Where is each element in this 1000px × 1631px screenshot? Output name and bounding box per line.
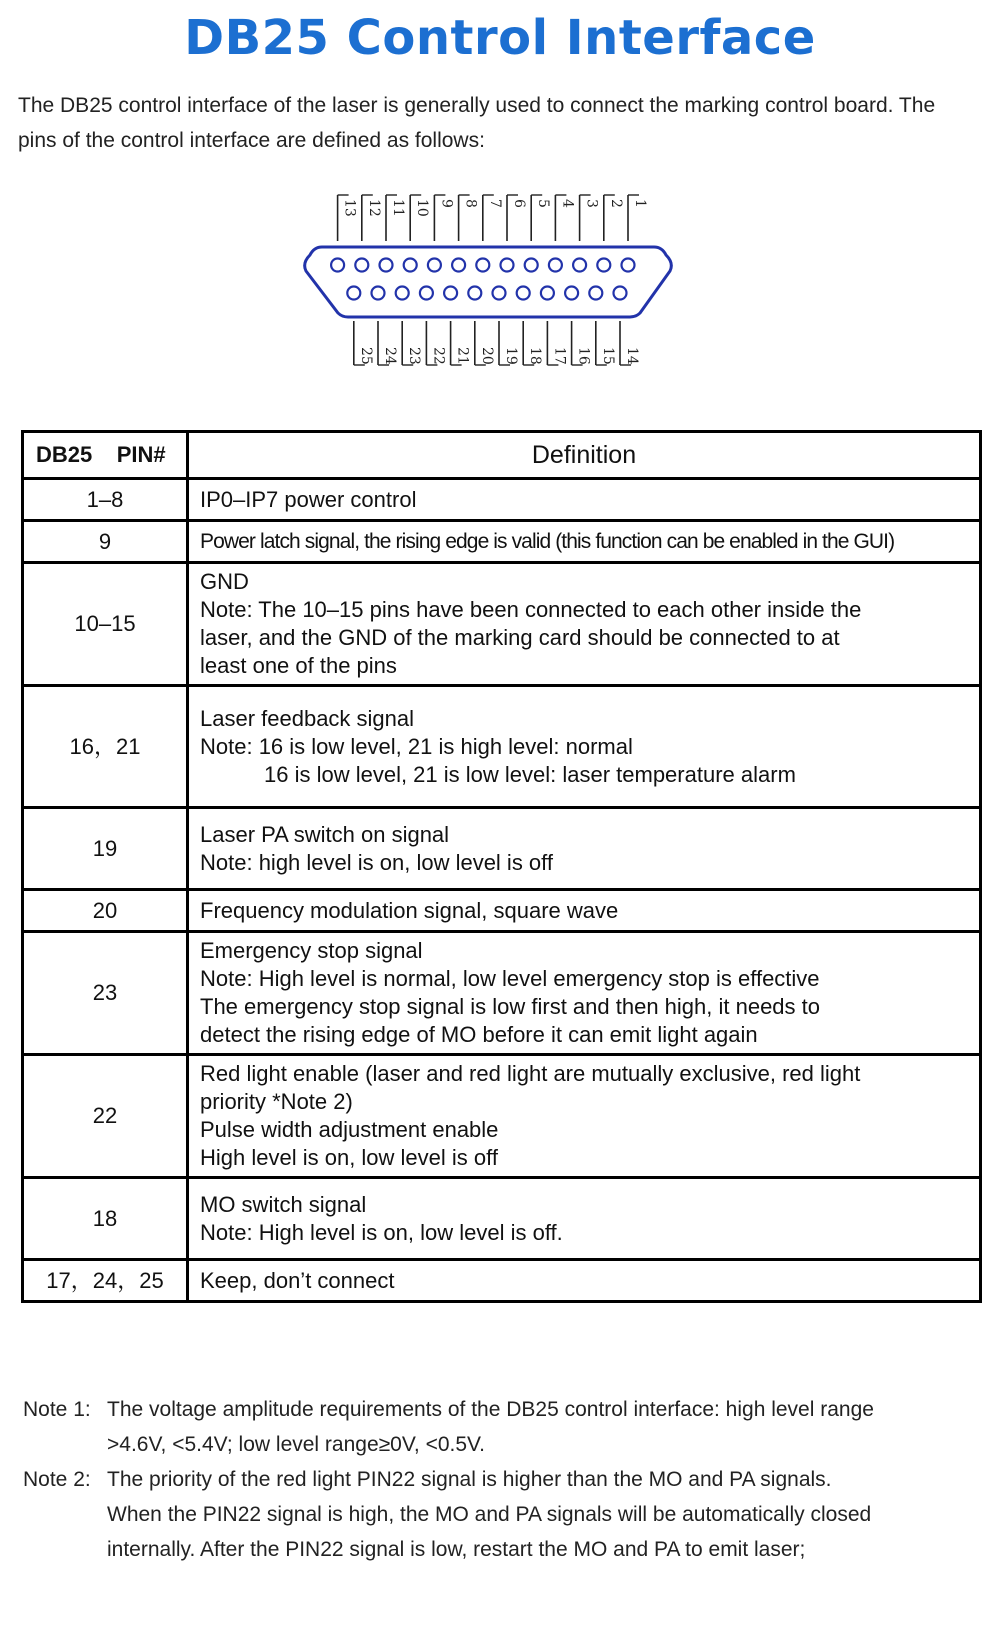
pin-number-12: 12 <box>365 199 382 217</box>
definition-line: The emergency stop signal is low first and then high, it needs to <box>200 994 821 1019</box>
pin-hole-1 <box>622 259 635 272</box>
pin-number-14: 14 <box>624 347 640 365</box>
pin-hole-21 <box>444 287 457 300</box>
pin-hole-4 <box>549 259 562 272</box>
table-row <box>23 808 981 890</box>
definition-line: Emergency stop signal <box>200 938 423 963</box>
intro-paragraph: The DB25 control interface of the laser is generally used to connect the marking control board. The pins of the control interface are defined as follows: <box>18 94 936 152</box>
pin-number-cell: 16，21 <box>23 686 188 808</box>
pin-number-16: 16 <box>575 347 592 365</box>
pin-hole-7 <box>476 259 489 272</box>
pin-hole-19 <box>493 287 506 300</box>
pin-hole-2 <box>597 259 610 272</box>
footnote-line: The priority of the red light PIN22 signal is higher than the MO and PA signals. <box>107 1468 832 1491</box>
definition-line: Note: High level is on, low level is off. <box>200 1219 563 1245</box>
table-row <box>23 1178 981 1260</box>
definition-line: Note: High level is normal, low level emergency stop is effective <box>200 966 820 991</box>
pin-number-3: 3 <box>583 199 600 208</box>
definition-line: Keep, don’t connect <box>200 1267 395 1293</box>
pin-hole-14 <box>614 287 627 300</box>
definition-line: Laser PA switch on signal <box>200 821 450 847</box>
pin-number-22: 22 <box>430 347 447 365</box>
bottom-pin-holes <box>347 287 626 300</box>
definition-cell <box>188 1178 981 1260</box>
pin-number-cell: 9 <box>23 521 188 563</box>
pin-hole-10 <box>404 259 417 272</box>
pin-number-1: 1 <box>632 199 648 208</box>
pin-number-10: 10 <box>414 199 431 217</box>
definition-cell <box>188 808 981 890</box>
pin-number-17: 17 <box>551 347 568 365</box>
pin-hole-25 <box>347 287 360 300</box>
pin-number-cell: 18 <box>23 1178 188 1260</box>
pin-column-header: DB25 PIN# <box>23 432 188 479</box>
pin-number-cell: 1–8 <box>23 479 188 521</box>
definition-line: Pulse width adjustment enable <box>200 1117 499 1142</box>
definition-column-header: Definition <box>188 432 981 479</box>
pin-number-cell: 17，24，25 <box>23 1260 188 1302</box>
definition-line: GND <box>200 569 249 594</box>
pin-number-5: 5 <box>535 199 552 208</box>
pin-hole-6 <box>501 259 514 272</box>
footnotes <box>23 1392 983 1567</box>
pin-number-21: 21 <box>454 347 471 365</box>
pin-number-8: 8 <box>462 199 479 208</box>
footnote-label: Note 2: <box>23 1468 91 1491</box>
definition-line: Note: The 10–15 pins have been connected to each other inside the <box>200 597 862 622</box>
table-row <box>23 521 981 563</box>
definition-cell <box>188 479 981 521</box>
pin-number-11: 11 <box>390 199 406 217</box>
pin-number-20: 20 <box>478 347 495 365</box>
definition-cell <box>188 932 981 1055</box>
pin-number-cell: 19 <box>23 808 188 890</box>
table-row <box>23 890 981 932</box>
definition-line: least one of the pins <box>200 653 397 678</box>
definition-cell <box>188 686 981 808</box>
pin-hole-24 <box>372 287 385 300</box>
definition-cell <box>188 1260 981 1302</box>
top-pin-leads <box>338 195 648 241</box>
pin-number-7: 7 <box>486 199 503 208</box>
pin-number-19: 19 <box>503 347 519 365</box>
pin-hole-23 <box>396 287 409 300</box>
definition-cell <box>188 1055 981 1178</box>
pin-number-18: 18 <box>527 347 544 365</box>
table-row <box>23 932 981 1055</box>
pin-hole-15 <box>589 287 602 300</box>
table-row <box>23 1055 981 1178</box>
pin-number-cell: 22 <box>23 1055 188 1178</box>
definition-cell <box>188 563 981 686</box>
definition-line: Power latch signal, the rising edge is valid (this function can be enabled in the GUI) <box>200 529 895 553</box>
pin-number-23: 23 <box>406 347 423 365</box>
definition-line: MO switch signal <box>200 1191 367 1217</box>
footnote-1 <box>23 1392 983 1462</box>
footnote-line: The voltage amplitude requirements of the DB25 control interface: high level range <box>107 1398 874 1421</box>
pin-hole-22 <box>420 287 433 300</box>
pin-number-13: 13 <box>341 199 358 217</box>
pin-hole-16 <box>565 287 578 300</box>
pin-number-2: 2 <box>607 199 624 208</box>
table-header-row <box>23 432 981 479</box>
pin-hole-17 <box>541 287 554 300</box>
definition-line: Red light enable (laser and red light are mutually exclusive, red light <box>200 1061 861 1086</box>
bottom-pin-leads <box>354 321 640 365</box>
table-row <box>23 1260 981 1302</box>
definition-line: detect the rising edge of MO before it can emit light again <box>200 1022 758 1047</box>
definition-cell <box>188 890 981 932</box>
definition-line: priority *Note 2) <box>200 1089 353 1114</box>
pin-hole-20 <box>468 287 481 300</box>
pin-number-6: 6 <box>511 199 527 208</box>
footnote-text <box>107 1392 983 1462</box>
footnote-line: When the PIN22 signal is high, the MO and PA signals will be automatically closed <box>107 1503 872 1526</box>
pin-hole-5 <box>525 259 538 272</box>
pin-hole-13 <box>331 259 344 272</box>
pin-number-9: 9 <box>438 199 455 208</box>
table-row <box>23 563 981 686</box>
pin-hole-9 <box>428 259 441 272</box>
pin-number-15: 15 <box>599 347 616 365</box>
definition-line: Frequency modulation signal, square wave <box>200 897 619 923</box>
db25-connector-diagram <box>300 185 680 375</box>
footnote-line: internally. After the PIN22 signal is low, restart the MO and PA to emit laser; <box>107 1538 806 1561</box>
pin-number-cell: 23 <box>23 932 188 1055</box>
pin-hole-12 <box>355 259 368 272</box>
footnote-line: >4.6V, <5.4V; low level range≥0V, <0.5V. <box>107 1433 485 1456</box>
footnote-label: Note 1: <box>23 1398 91 1421</box>
definition-line: High level is on, low level is off <box>200 1145 498 1170</box>
definition-line: Laser feedback signal <box>200 705 415 731</box>
pin-hole-8 <box>452 259 465 272</box>
pin-number-cell: 10–15 <box>23 563 188 686</box>
pin-number-cell: 20 <box>23 890 188 932</box>
pin-hole-11 <box>380 259 393 272</box>
definition-line: Note: 16 is low level, 21 is high level: normal <box>200 733 633 759</box>
definition-line: 16 is low level, 21 is low level: laser temperature alarm <box>264 761 796 787</box>
pin-definition-table <box>21 430 982 1303</box>
footnote-2 <box>23 1462 983 1567</box>
definition-line: IP0–IP7 power control <box>200 486 417 512</box>
pin-number-25: 25 <box>357 347 374 365</box>
definition-line: laser, and the GND of the marking card should be connected to at <box>200 625 840 650</box>
table-row <box>23 479 981 521</box>
connector-shell <box>305 247 672 317</box>
top-pin-holes <box>331 259 634 272</box>
pin-hole-18 <box>517 287 530 300</box>
pin-number-24: 24 <box>382 347 398 365</box>
pin-hole-3 <box>573 259 586 272</box>
footnote-text <box>107 1462 983 1567</box>
definition-line: Note: high level is on, low level is off <box>200 849 553 875</box>
definition-cell <box>188 521 981 563</box>
page-title: DB25 Control Interface <box>184 10 816 66</box>
table-row <box>23 686 981 808</box>
pin-number-4: 4 <box>559 199 576 208</box>
